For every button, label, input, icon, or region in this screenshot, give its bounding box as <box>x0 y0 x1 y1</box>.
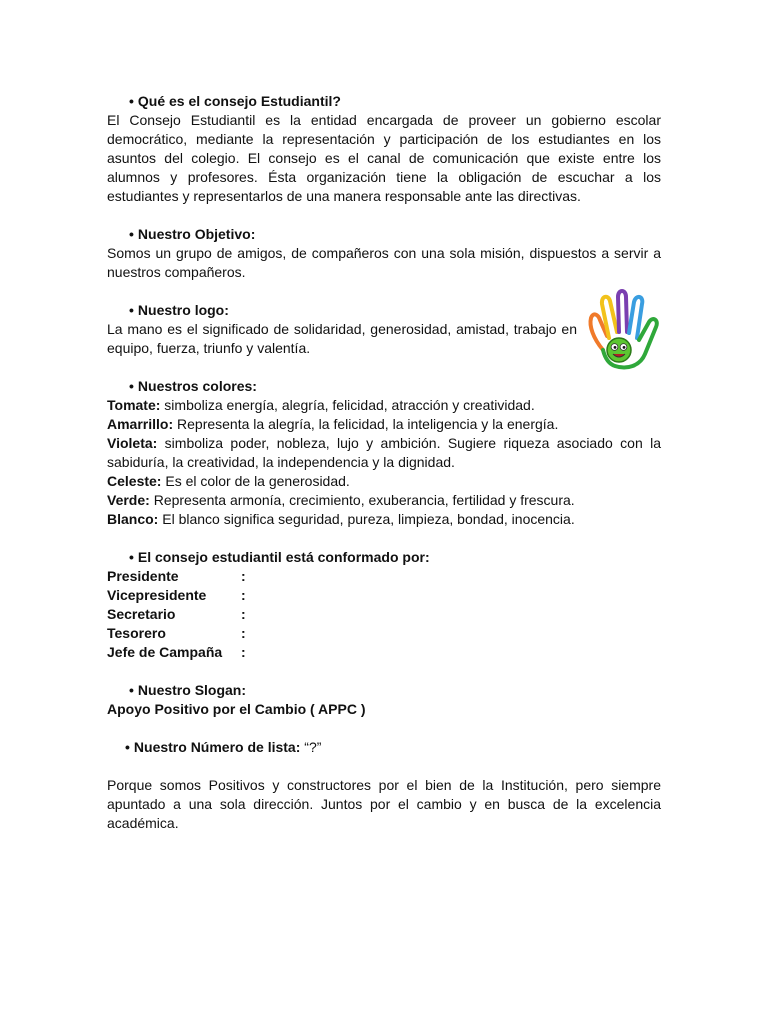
heading-slogan: • Nuestro Slogan: <box>129 682 247 698</box>
paragraph-logo: La mano es el significado de solidaridad, generosidad, amistad, trabajo en equipo, fuerza, triunfo y valentía. <box>107 321 577 356</box>
heading-numero-lista: • Nuestro Número de lista: “?” <box>125 739 322 755</box>
color-violeta: Violeta: simboliza poder, nobleza, lujo y ambición. Sugiere riqueza asociado con la sabiduría, la creatividad, la independencia y la dignidad. <box>107 435 661 470</box>
paragraph-objetivo: Somos un grupo de amigos, de compañeros con una sola misión, dispuestos a servir a nuestros compañeros. <box>107 245 661 280</box>
heading-objetivo: • Nuestro Objetivo: <box>129 226 256 242</box>
member-row: Tesorero : <box>107 625 246 641</box>
color-blanco: Blanco: El blanco significa seguridad, pureza, limpieza, bondad, inocencia. <box>107 511 575 527</box>
members-list <box>107 567 661 662</box>
color-tomate: Tomate: simboliza energía, alegría, felicidad, atracción y creatividad. <box>107 397 535 413</box>
color-verde: Verde: Representa armonía, crecimiento, exuberancia, fertilidad y frescura. <box>107 492 575 508</box>
hand-logo-icon <box>587 288 663 372</box>
document-page <box>107 92 661 833</box>
color-amarillo: Amarrillo: Representa la alegría, la felicidad, la inteligencia y la energía. <box>107 416 559 432</box>
smiley-face <box>607 338 631 362</box>
heading-consejo: • Qué es el consejo Estudiantil? <box>129 93 341 109</box>
member-row: Presidente : <box>107 568 246 584</box>
member-row: Secretario : <box>107 606 246 622</box>
slogan-text: Apoyo Positivo por el Cambio ( APPC ) <box>107 701 366 717</box>
heading-logo: • Nuestro logo: <box>129 302 229 318</box>
color-celeste: Celeste: Es el color de la generosidad. <box>107 473 350 489</box>
finger-violeta <box>618 291 627 332</box>
heading-conformado: • El consejo estudiantil está conformado por: <box>129 549 430 565</box>
finger-celeste <box>629 297 642 338</box>
member-row: Vicepresidente : <box>107 587 246 603</box>
closing-paragraph: Porque somos Positivos y constructores por el bien de la Institución, pero siempre apuntado a una sola dirección. Juntos por el cambio y en busca de la excelencia académica. <box>107 777 661 831</box>
heading-colores: • Nuestros colores: <box>129 378 257 394</box>
paragraph-consejo: El Consejo Estudiantil es la entidad encargada de proveer un gobierno escolar democrático, mediante la representación y participación de los estudiantes en los asuntos del colegio. El consejo es el canal de comunicación que existe entre los alumnos y profesores. Ésta organización tiene la obligación de escuchar a los estudiantes y representarlos de una manera responsable ante las directivas. <box>107 112 661 204</box>
member-row: Jefe de Campaña : <box>107 644 246 660</box>
